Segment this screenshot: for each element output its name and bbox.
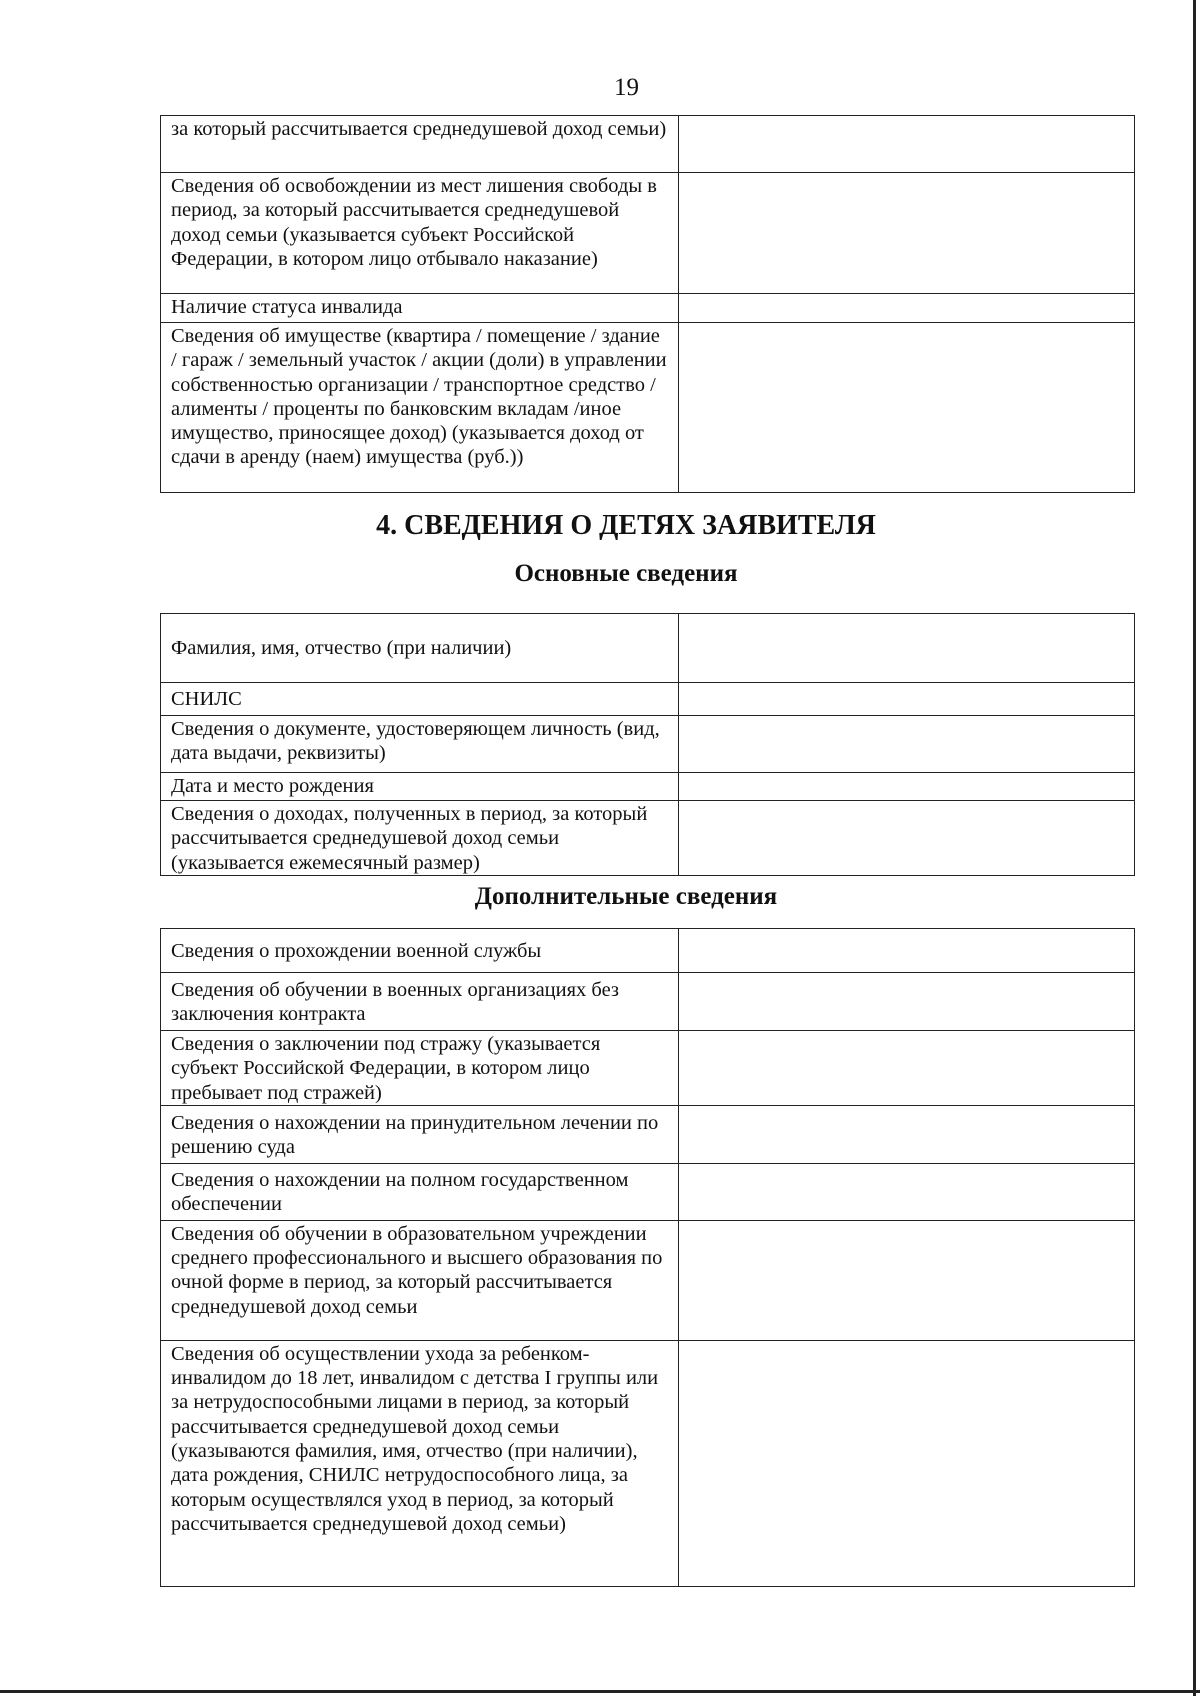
children-additional-info-table [160, 928, 1135, 1587]
page-number: 19 [614, 74, 639, 101]
row-label: Сведения об освобождении из мест лишения свободы в период, за который рассчитывается среднедушевой доход семьи (указывается субъект Российской Федерации, в котором лицо отбывало наказание) [161, 173, 679, 294]
row-label: Сведения о нахождении на принудительном лечении по решению суда [161, 1105, 679, 1163]
table-row [161, 1220, 1135, 1340]
row-value-cell[interactable] [679, 716, 1135, 773]
row-value-cell[interactable] [679, 929, 1135, 973]
row-value-cell[interactable] [679, 973, 1135, 1031]
row-value-cell[interactable] [679, 614, 1135, 683]
section-title: 4. СВЕДЕНИЯ О ДЕТЯХ ЗАЯВИТЕЛЯ [376, 510, 876, 541]
table-row [161, 1163, 1135, 1220]
table-row [161, 116, 1135, 173]
row-label: Дата и место рождения [161, 773, 679, 801]
row-label: Сведения о нахождении на полном государственном обеспечении [161, 1163, 679, 1220]
table-row [161, 1105, 1135, 1163]
table-row [161, 973, 1135, 1031]
row-label: за который рассчитывается среднедушевой доход семьи) [161, 116, 679, 173]
table-row [161, 294, 1135, 323]
scan-frame-bottom [0, 1690, 1200, 1693]
table-row [161, 173, 1135, 294]
row-label: Сведения об осуществлении ухода за ребенком-инвалидом до 18 лет, инвалидом с детства I группы или за нетрудоспособными лицами в период, за который рассчитывается среднедушевой доход семьи (указываются фамилия, имя, отчество (при наличии), дата рождения, СНИЛС нетрудоспособного лица, за которым осуществлялся уход в период, за который рассчитывается среднедушевой доход семьи) [161, 1340, 679, 1586]
scan-frame-right [1193, 0, 1196, 1696]
table-row [161, 716, 1135, 773]
row-label: Фамилия, имя, отчество (при наличии) [161, 614, 679, 683]
row-value-cell[interactable] [679, 1105, 1135, 1163]
table-row [161, 683, 1135, 716]
row-value-cell[interactable] [679, 1220, 1135, 1340]
row-label: Наличие статуса инвалида [161, 294, 679, 323]
row-label: СНИЛС [161, 683, 679, 716]
row-value-cell[interactable] [679, 1163, 1135, 1220]
subsection-title-basic: Основные сведения [514, 560, 738, 587]
row-value-cell[interactable] [679, 323, 1135, 493]
table-row [161, 1340, 1135, 1586]
row-label: Сведения о доходах, полученных в период, за который рассчитывается среднедушевой доход семьи (указывается ежемесячный размер) [161, 801, 679, 876]
row-value-cell[interactable] [679, 1031, 1135, 1106]
table-row [161, 1031, 1135, 1106]
children-basic-info-table [160, 613, 1135, 876]
table-row [161, 614, 1135, 683]
row-label: Сведения об обучении в образовательном учреждении среднего профессионального и высшего образования по очной форме в период, за который рассчитывается среднедушевой доход семьи [161, 1220, 679, 1340]
table-row [161, 801, 1135, 876]
table-row [161, 773, 1135, 801]
row-label: Сведения об имуществе (квартира / помещение / здание / гараж / земельный участок / акции (доли) в управлении собственностью организации / транспортное средство / алименты / проценты по банковским вкладам /иное имущество, приносящее доход) (указывается доход от сдачи в аренду (наем) имущества (руб.)) [161, 323, 679, 493]
table-row [161, 323, 1135, 493]
row-value-cell[interactable] [679, 116, 1135, 173]
row-value-cell[interactable] [679, 683, 1135, 716]
applicant-info-table-continued [160, 115, 1135, 493]
row-value-cell[interactable] [679, 173, 1135, 294]
row-value-cell[interactable] [679, 1340, 1135, 1586]
row-label: Сведения об обучении в военных организациях без заключения контракта [161, 973, 679, 1031]
row-label: Сведения о документе, удостоверяющем личность (вид, дата выдачи, реквизиты) [161, 716, 679, 773]
row-value-cell[interactable] [679, 773, 1135, 801]
table-row [161, 929, 1135, 973]
row-label: Сведения о прохождении военной службы [161, 929, 679, 973]
row-value-cell[interactable] [679, 801, 1135, 876]
row-label: Сведения о заключении под стражу (указывается субъект Российской Федерации, в котором лицо пребывает под стражей) [161, 1031, 679, 1106]
subsection-title-additional: Дополнительные сведения [474, 883, 778, 910]
row-value-cell[interactable] [679, 294, 1135, 323]
